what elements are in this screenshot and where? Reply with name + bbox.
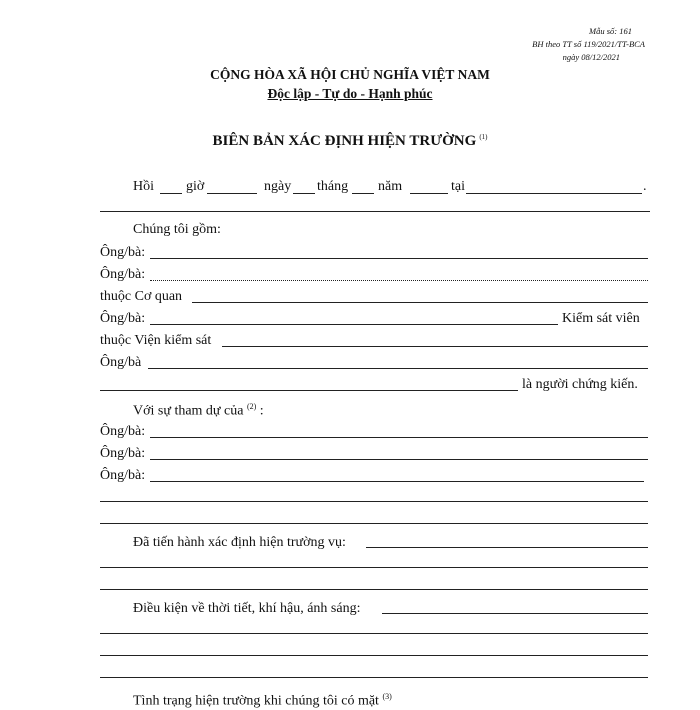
hour-field[interactable]	[160, 193, 182, 194]
agency-field[interactable]	[192, 302, 648, 303]
year-field[interactable]	[410, 193, 448, 194]
participant-2-field[interactable]	[150, 459, 648, 460]
conditions-label: Điều kiện về thời tiết, khí hậu, ánh sáng:	[133, 601, 361, 616]
member-2-field[interactable]	[150, 280, 648, 281]
participant-3-field[interactable]	[150, 481, 644, 482]
participants-extra-line-2[interactable]	[100, 523, 648, 524]
participant-2-label: Ông/bà:	[100, 446, 146, 461]
label-thang: tháng	[317, 179, 349, 194]
scene-status-label: Tình trạng hiện trường khi chúng tôi có mặt $^{(3)}$	[133, 692, 392, 709]
witness-field[interactable]	[148, 368, 648, 369]
document-title: BIÊN BẢN XÁC ĐỊNH HIỆN TRƯỜNG $^{(1)}$	[212, 133, 488, 149]
conditions-line-2[interactable]	[100, 633, 648, 634]
scene-case-line-3[interactable]	[100, 589, 648, 590]
members-intro: Chúng tôi gồm:	[133, 222, 221, 237]
national-motto: Độc lập - Tự do - Hạnh phúc	[267, 86, 433, 101]
minute-field[interactable]	[207, 193, 257, 194]
location-field-continued[interactable]	[100, 211, 650, 212]
witness-role: là người chứng kiến.	[522, 377, 638, 392]
national-name: CỘNG HÒA XÃ HỘI CHỦ NGHĨA VIỆT NAM	[210, 67, 490, 82]
day-field[interactable]	[293, 193, 315, 194]
participant-3-label: Ông/bà:	[100, 468, 146, 483]
issuing-circular: BH theo TT số 119/2021/TT-BCA	[532, 39, 645, 49]
member-1-field[interactable]	[150, 258, 648, 259]
month-field[interactable]	[352, 193, 374, 194]
label-tai: tại	[451, 179, 465, 194]
conditions-line-3[interactable]	[100, 655, 648, 656]
witness-field-continued[interactable]	[100, 390, 518, 391]
time-row-end: .	[643, 179, 647, 194]
procuracy-label: thuộc Viện kiểm sát	[100, 333, 212, 348]
participants-extra-line-1[interactable]	[100, 501, 648, 502]
agency-label: thuộc Cơ quan	[100, 289, 183, 304]
label-ngay: ngày	[264, 179, 292, 194]
participant-1-label: Ông/bà:	[100, 424, 146, 439]
scene-case-field[interactable]	[366, 547, 648, 548]
prosecutor-title: Kiểm sát viên	[562, 311, 640, 326]
form-number: Mẫu số: 161	[589, 26, 632, 36]
label-hoi: Hồi	[133, 179, 154, 194]
witness-label: Ông/bà	[100, 355, 142, 370]
member-2-label: Ông/bà:	[100, 267, 146, 282]
participant-1-field[interactable]	[150, 437, 648, 438]
label-gio: giờ	[186, 179, 205, 194]
scene-case-label: Đã tiến hành xác định hiện trường vụ:	[133, 535, 346, 550]
conditions-line-4[interactable]	[100, 677, 648, 678]
label-nam: năm	[378, 179, 403, 194]
conditions-field[interactable]	[382, 613, 648, 614]
scene-case-line-2[interactable]	[100, 567, 648, 568]
procuracy-field[interactable]	[222, 346, 648, 347]
member-1-label: Ông/bà:	[100, 245, 146, 260]
location-field[interactable]	[466, 193, 642, 194]
issue-date: ngày 08/12/2021	[562, 52, 620, 62]
participants-intro: Với sự tham dự của $^{(2)}$ :	[133, 402, 264, 419]
prosecutor-name-field[interactable]	[150, 324, 558, 325]
prosecutor-name-label: Ông/bà:	[100, 311, 146, 326]
